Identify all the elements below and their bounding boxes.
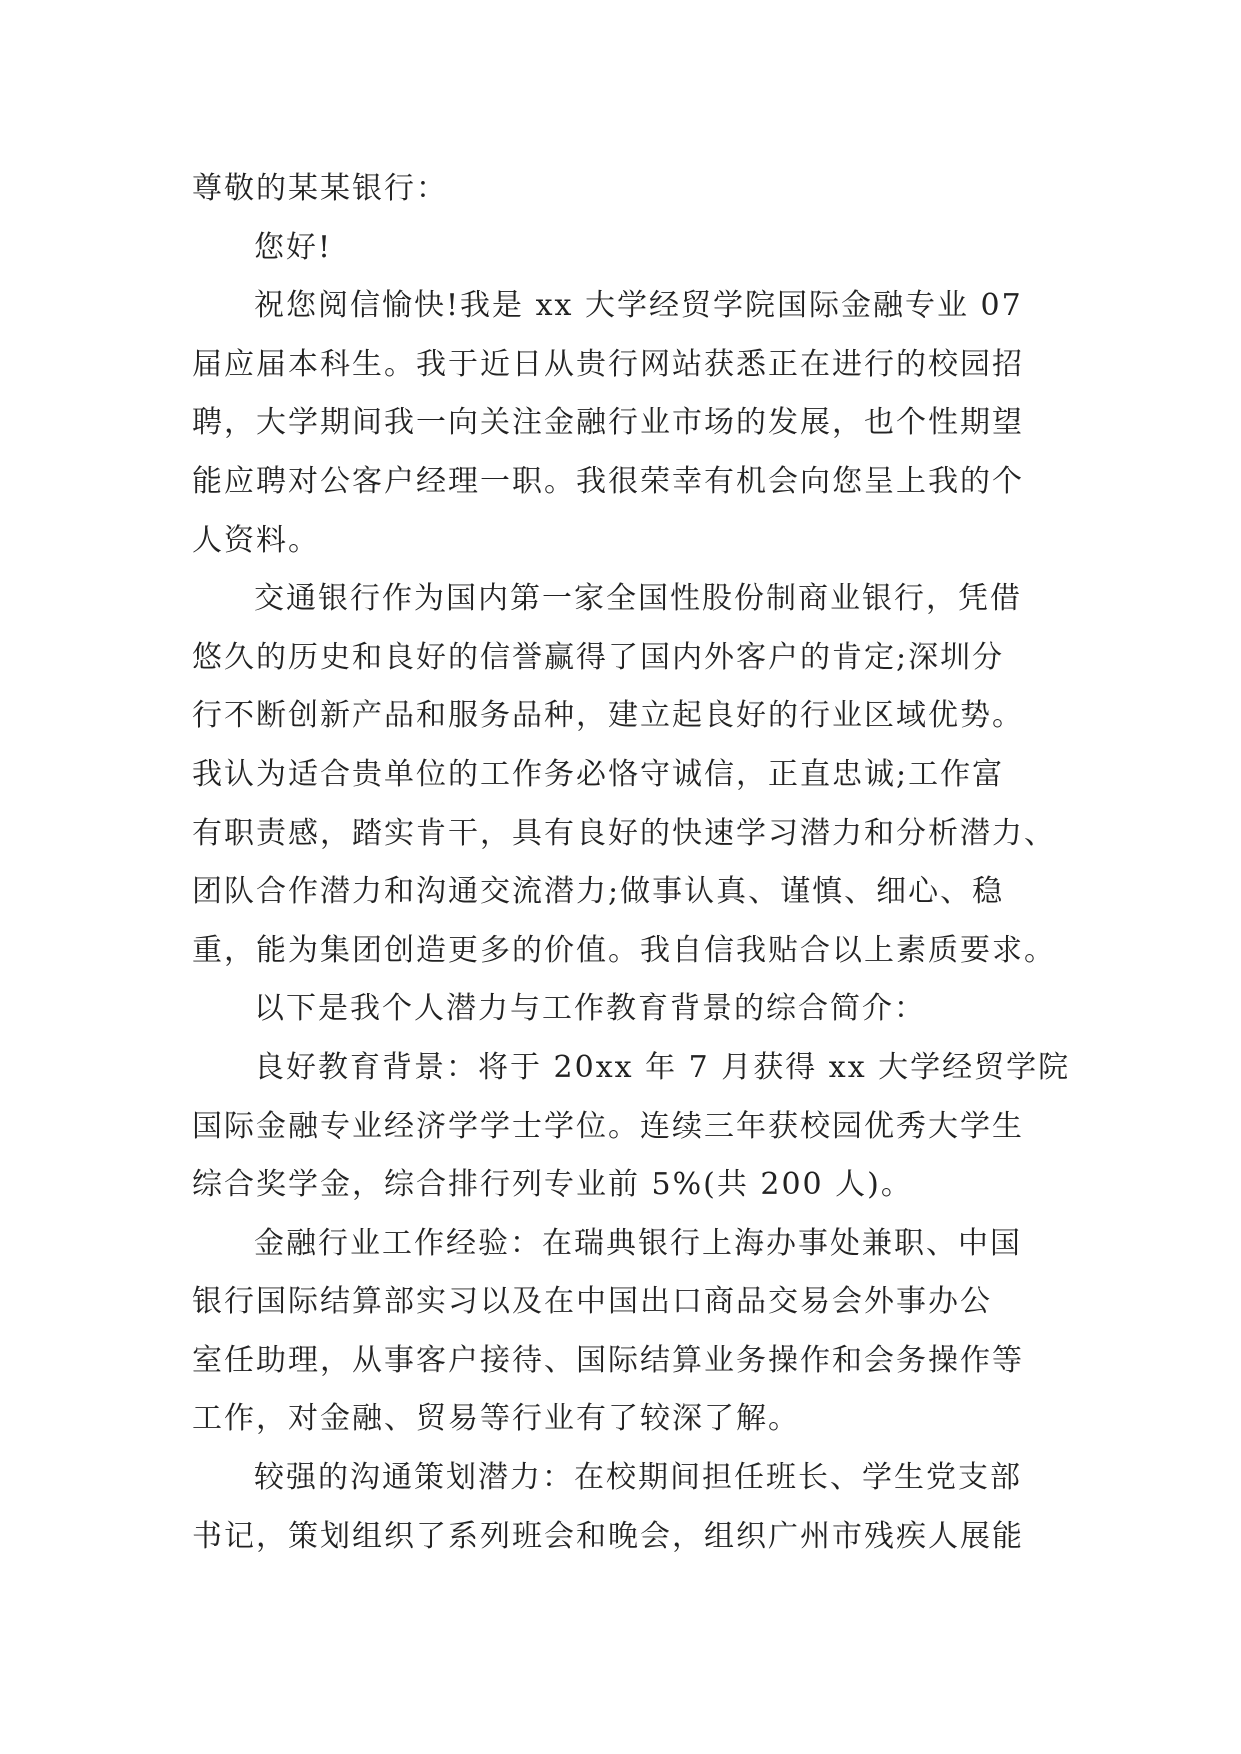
paragraph-line: 悠久的历史和良好的信誉赢得了国内外客户的肯定;深圳分	[192, 639, 1005, 675]
paragraph-line: 金融行业工作经验：在瑞典银行上海办事处兼职、中国	[254, 1225, 1022, 1261]
letter-body	[192, 160, 1071, 1566]
paragraph-line: 良好教育背景：将于 20xx 年 7 月获得 xx 大学经贸学院	[254, 1049, 1071, 1085]
paragraph-line: 有职责感，踏实肯干，具有良好的快速学习潜力和分析潜力、	[192, 815, 1056, 851]
paragraph-line: 综合奖学金，综合排行列专业前 5%(共 200 人)。	[192, 1167, 913, 1203]
paragraph-line: 聘，大学期间我一向关注金融行业市场的发展，也个性期望	[192, 405, 1024, 441]
paragraph-line: 人资料。	[192, 522, 320, 558]
paragraph-line: 室任助理，从事客户接待、国际结算业务操作和会务操作等	[192, 1342, 1024, 1378]
paragraph-line: 届应届本科生。我于近日从贵行网站获悉正在进行的校园招	[192, 346, 1024, 382]
paragraph-line: 书记，策划组织了系列班会和晚会，组织广州市残疾人展能	[192, 1518, 1024, 1554]
paragraph-line: 我认为适合贵单位的工作务必恪守诚信，正直忠诚;工作富	[192, 756, 1005, 792]
paragraph-line: 银行国际结算部实习以及在中国出口商品交易会外事办公	[192, 1284, 992, 1320]
paragraph-line: 行不断创新产品和服务品种，建立起良好的行业区域优势。	[192, 698, 1024, 734]
paragraph-line: 工作，对金融、贸易等行业有了较深了解。	[192, 1401, 800, 1437]
paragraph-line: 较强的沟通策划潜力：在校期间担任班长、学生党支部	[254, 1460, 1022, 1496]
greeting: 您好!	[254, 229, 333, 265]
paragraph-line: 以下是我个人潜力与工作教育背景的综合简介：	[254, 991, 926, 1027]
paragraph-line: 能应聘对公客户经理一职。我很荣幸有机会向您呈上我的个	[192, 463, 1024, 499]
paragraph-line: 团队合作潜力和沟通交流潜力;做事认真、谨慎、细心、稳	[192, 874, 1005, 910]
salutation: 尊敬的某某银行：	[192, 171, 448, 206]
paragraph-line: 国际金融专业经济学学士学位。连续三年获校园优秀大学生	[192, 1108, 1024, 1144]
paragraph-line: 交通银行作为国内第一家全国性股份制商业银行，凭借	[254, 581, 1022, 617]
paragraph-line: 重，能为集团创造更多的价值。我自信我贴合以上素质要求。	[192, 932, 1056, 968]
paragraph-line: 祝您阅信愉快!我是 xx 大学经贸学院国际金融专业 07	[254, 288, 1023, 324]
